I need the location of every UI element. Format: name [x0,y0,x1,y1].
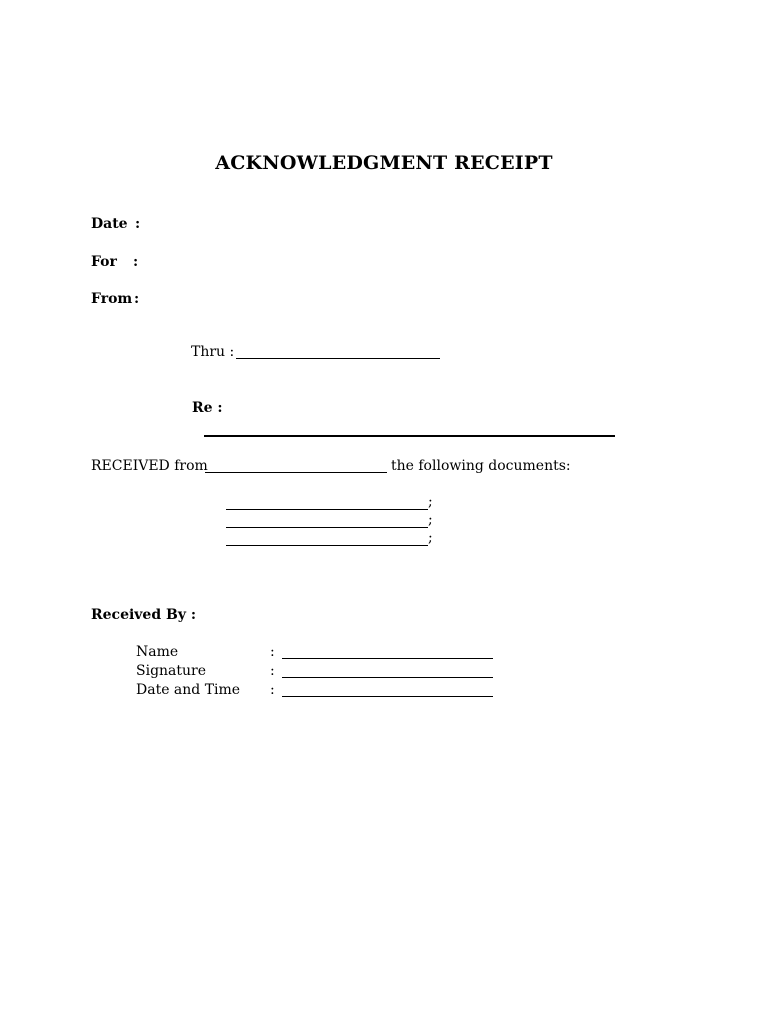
document-line-3-semicolon: ; [428,530,433,546]
received-by-heading: Received By : [91,607,197,623]
document-line-2-semicolon: ; [428,512,433,528]
received-by-name-label: Name [136,644,179,660]
document-line-1 [226,509,428,510]
from-colon: : [134,291,140,307]
received-by-signature-colon: : [270,663,275,679]
received-from-prefix: RECEIVED from [91,458,208,474]
received-by-datetime-underline [282,696,493,697]
thru-underline [236,358,440,359]
document-line-1-semicolon: ; [428,494,433,510]
received-from-underline [205,472,387,473]
received-by-signature-label: Signature [136,663,207,679]
received-by-name-colon: : [270,644,275,660]
received-by-datetime-label: Date and Time [136,682,241,698]
for-label: For [91,254,117,270]
for-colon: : [133,254,139,270]
from-field [91,291,140,307]
received-by-signature-underline [282,677,493,678]
re-underline [204,435,615,437]
re-label: Re : [192,400,223,416]
date-label: Date [91,216,128,232]
date-field [91,216,141,232]
received-from-suffix: the following documents: [391,458,571,474]
thru-label: Thru : [191,344,235,360]
received-by-datetime-colon: : [270,682,275,698]
document-line-2 [226,527,428,528]
document-title: ACKNOWLEDGMENT RECEIPT [215,152,553,174]
date-colon: : [135,216,141,232]
document-line-3 [226,545,428,546]
for-field [91,254,139,270]
from-label: From [91,291,133,307]
received-by-name-underline [282,658,493,659]
